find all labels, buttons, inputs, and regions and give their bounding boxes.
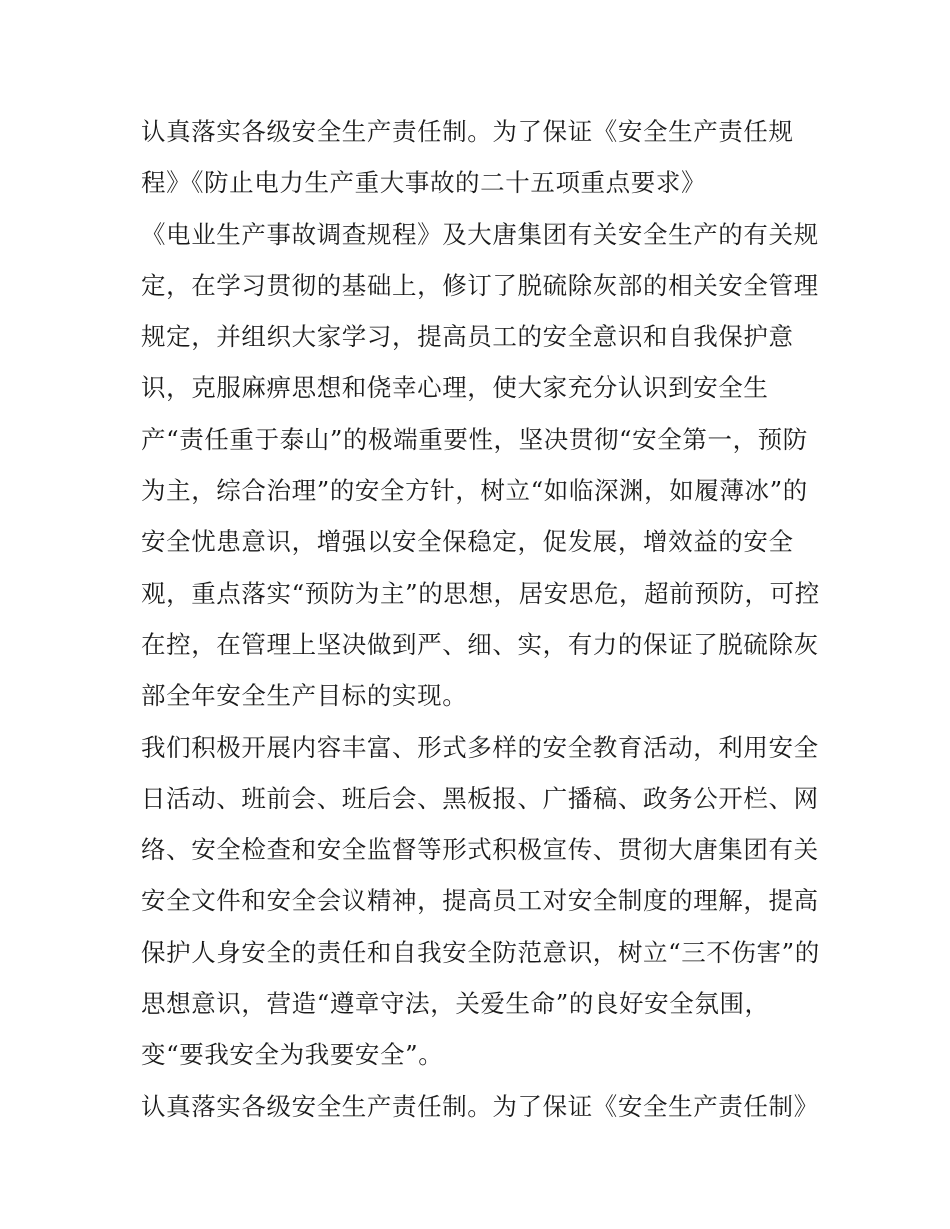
text-line: 规定，并组织大家学习，提高员工的安全意识和自我保护意 bbox=[141, 322, 794, 352]
text-line: 思想意识，营造“遵章守法，关爱生命”的良好安全氛围， bbox=[141, 989, 770, 1019]
text-line: 为主，综合治理”的安全方针，树立“如临深渊，如履薄冰”的 bbox=[141, 476, 808, 506]
text-line: 在控，在管理上坚决做到严、细、实，有力的保证了脱硫除灰 bbox=[141, 629, 819, 659]
text-line: 变“要我安全为我要安全”。 bbox=[141, 1040, 444, 1070]
text-line: 我们积极开展内容丰富、形式多样的安全教育活动，利用安全 bbox=[141, 732, 819, 762]
text-line: 产“责任重于泰山”的极端重要性，坚决贯彻“安全第一，预防 bbox=[141, 424, 808, 454]
text-line: 安全忧患意识，增强以安全保稳定，促发展，增效益的安全 bbox=[141, 527, 794, 557]
text-line: 部全年安全生产目标的实现。 bbox=[141, 681, 468, 711]
text-line: 《电业生产事故调查规程》及大唐集团有关安全生产的有关规 bbox=[141, 219, 819, 249]
text-line: 保护人身安全的责任和自我安全防范意识，树立“三不伤害”的 bbox=[141, 937, 820, 967]
text-line: 安全文件和安全会议精神，提高员工对安全制度的理解，提高 bbox=[141, 886, 819, 916]
body-text bbox=[141, 106, 821, 1132]
text-line: 定，在学习贯彻的基础上，修订了脱硫除灰部的相关安全管理 bbox=[141, 270, 819, 300]
text-line: 认真落实各级安全生产责任制。为了保证《安全生产责任规 bbox=[141, 117, 794, 146]
text-line: 络、安全检查和安全监督等形式积极宣传、贯彻大唐集团有关 bbox=[141, 835, 819, 865]
text-line: 程》《防止电力生产重大事故的二十五项重点要求》 bbox=[141, 168, 707, 198]
text-line: 日活动、班前会、班后会、黑板报、广播稿、政务公开栏、网 bbox=[141, 783, 819, 813]
text-line: 认真落实各级安全生产责任制。为了保证《安全生产责任制》 bbox=[141, 1091, 819, 1121]
text-line: 观，重点落实“预防为主”的思想，居安思危，超前预防，可控 bbox=[141, 578, 820, 608]
text-line: 识，克服麻痹思想和侥幸心理，使大家充分认识到安全生 bbox=[141, 373, 769, 403]
